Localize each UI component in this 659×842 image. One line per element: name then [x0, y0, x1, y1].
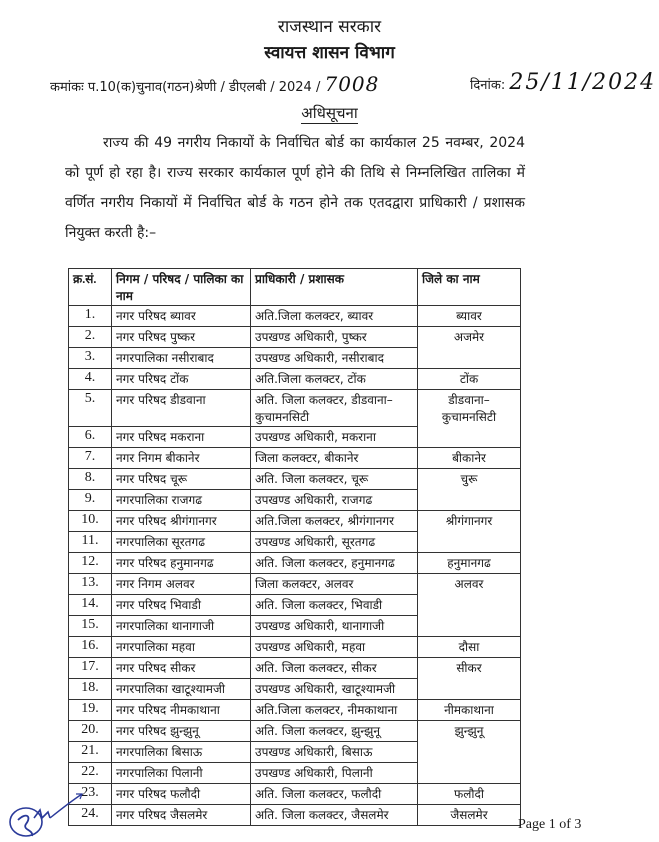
body-name: नगर निगम अलवर — [112, 574, 251, 595]
header-serial: क्र.सं. — [69, 269, 112, 306]
table-row — [69, 553, 521, 574]
authority: अति. जिला कलक्टर, हनुमानगढ — [251, 553, 418, 574]
serial-number: 13. — [69, 574, 112, 595]
authority: उपखण्ड अधिकारी, बिसाऊ — [251, 742, 418, 763]
authority: अति. जिला कलक्टर, डीडवाना–कुचामनसिटी — [251, 390, 418, 427]
date-value: 25/11/2024 — [509, 70, 657, 95]
serial-number: 22. — [69, 763, 112, 784]
table-row — [69, 469, 521, 490]
serial-number: 20. — [69, 721, 112, 742]
table-row — [69, 658, 521, 679]
table-row — [69, 721, 521, 742]
body-name: नगर परिषद डीडवाना — [112, 390, 251, 427]
table-row — [69, 448, 521, 469]
paragraph-text: राज्य की 49 नगरीय निकायों के निर्वाचित बोर्ड का कार्यकाल 25 नवम्बर, 2024 को पूर्ण हो रहा है। राज्य सरकार कार्यकाल पूर्ण होने की तिथि से निम्नलिखित तालिका में वर्णित नगरीय निकायों में निर्वाचित बोर्ड के गठन होने तक एतदद्वारा प्राधिकारी / प्रशासक नियुक्त करती है:– — [65, 135, 525, 241]
body-name: नगर परिषद हनुमानगढ — [112, 553, 251, 574]
authority: अति. जिला कलक्टर, जैसलमेर — [251, 805, 418, 826]
header-district: जिले का नाम — [418, 269, 521, 306]
serial-number: 15. — [69, 616, 112, 637]
district-name: नीमकाथाना — [418, 700, 521, 721]
header-authority: प्राधिकारी / प्रशासक — [251, 269, 418, 306]
table-row — [69, 511, 521, 532]
authority: उपखण्ड अधिकारी, मकराना — [251, 427, 418, 448]
authority: उपखण्ड अधिकारी, पिलानी — [251, 763, 418, 784]
body-name: नगर परिषद ब्यावर — [112, 306, 251, 327]
serial-number: 19. — [69, 700, 112, 721]
body-name: नगरपालिका पिलानी — [112, 763, 251, 784]
page-number: Page 1 of 3 — [518, 817, 582, 832]
serial-number: 18. — [69, 679, 112, 700]
notification-title: अधिसूचना — [301, 104, 358, 122]
table-row — [69, 805, 521, 826]
district-name: चुरू — [418, 469, 521, 511]
serial-number: 6. — [69, 427, 112, 448]
date-label: दिनांक: — [470, 78, 506, 93]
district-name: अलवर — [418, 574, 521, 637]
serial-number: 2. — [69, 327, 112, 348]
table-row — [69, 574, 521, 595]
authority: उपखण्ड अधिकारी, नसीराबाद — [251, 348, 418, 369]
district-name: सीकर — [418, 658, 521, 700]
authority: उपखण्ड अधिकारी, महवा — [251, 637, 418, 658]
authority: उपखण्ड अधिकारी, थानागाजी — [251, 616, 418, 637]
authority: अति.जिला कलक्टर, टोंक — [251, 369, 418, 390]
body-name: नगरपालिका सूरतगढ — [112, 532, 251, 553]
district-name: दौसा — [418, 637, 521, 658]
body-name: नगर परिषद चूरू — [112, 469, 251, 490]
body-name: नगर परिषद नीमकाथाना — [112, 700, 251, 721]
table-row — [69, 369, 521, 390]
body-name: नगर परिषद भिवाडी — [112, 595, 251, 616]
authority: उपखण्ड अधिकारी, राजगढ — [251, 490, 418, 511]
body-name: नगर परिषद झुन्झुनू — [112, 721, 251, 742]
signature — [4, 790, 84, 840]
table-row — [69, 700, 521, 721]
body-name: नगरपालिका नसीराबाद — [112, 348, 251, 369]
district-name: बीकानेर — [418, 448, 521, 469]
body-name: नगरपालिका महवा — [112, 637, 251, 658]
serial-number: 21. — [69, 742, 112, 763]
header-body-name: निगम / परिषद / पालिका का नाम — [112, 269, 251, 306]
serial-number: 12. — [69, 553, 112, 574]
serial-number: 9. — [69, 490, 112, 511]
body-name: नगरपालिका बिसाऊ — [112, 742, 251, 763]
district-name: हनुमानगढ — [418, 553, 521, 574]
table-body — [69, 306, 521, 826]
district-name: श्रीगंगानगर — [418, 511, 521, 553]
body-name: नगरपालिका राजगढ — [112, 490, 251, 511]
district-name: जैसलमेर — [418, 805, 521, 826]
authority: अति. जिला कलक्टर, भिवाडी — [251, 595, 418, 616]
reference-label: कमांकः प.10(क)चुनाव(गठन)श्रेणी / डीएलबी / 2024 / — [50, 80, 321, 95]
table-row — [69, 306, 521, 327]
table-row — [69, 327, 521, 348]
district-name: ब्यावर — [418, 306, 521, 327]
serial-number: 7. — [69, 448, 112, 469]
serial-number: 5. — [69, 390, 112, 427]
authority: उपखण्ड अधिकारी, पुष्कर — [251, 327, 418, 348]
serial-number: 16. — [69, 637, 112, 658]
authority: अति.जिला कलक्टर, ब्यावर — [251, 306, 418, 327]
serial-number: 11. — [69, 532, 112, 553]
table-row — [69, 784, 521, 805]
authority: जिला कलक्टर, अलवर — [251, 574, 418, 595]
authority: अति. जिला कलक्टर, झुन्झुनू — [251, 721, 418, 742]
serial-number: 23. — [69, 784, 112, 805]
notification-paragraph — [65, 128, 525, 248]
district-name: टोंक — [418, 369, 521, 390]
body-name: नगर परिषद श्रीगंगानगर — [112, 511, 251, 532]
body-name: नगर परिषद पुष्कर — [112, 327, 251, 348]
body-name: नगरपालिका थानागाजी — [112, 616, 251, 637]
date-line — [470, 70, 656, 95]
authority: अति.जिला कलक्टर, श्रीगंगानगर — [251, 511, 418, 532]
serial-number: 24. — [69, 805, 112, 826]
authority: उपखण्ड अधिकारी, सूरतगढ — [251, 532, 418, 553]
serial-number: 3. — [69, 348, 112, 369]
district-name: फलौदी — [418, 784, 521, 805]
district-name: डीडवाना–कुचामनसिटी — [418, 390, 521, 448]
department-title: स्वायत्त शासन विभाग — [264, 43, 395, 63]
table-row — [69, 390, 521, 427]
reference-number: 7008 — [324, 72, 380, 96]
authority: अति. जिला कलक्टर, सीकर — [251, 658, 418, 679]
government-title: राजस्थान सरकार — [277, 17, 382, 37]
body-name: नगरपालिका खाटूश्यामजी — [112, 679, 251, 700]
serial-number: 4. — [69, 369, 112, 390]
body-name: नगर परिषद जैसलमेर — [112, 805, 251, 826]
appointments-table — [68, 268, 521, 826]
authority: उपखण्ड अधिकारी, खाटूश्यामजी — [251, 679, 418, 700]
authority: जिला कलक्टर, बीकानेर — [251, 448, 418, 469]
serial-number: 17. — [69, 658, 112, 679]
authority: अति. जिला कलक्टर, फलौदी — [251, 784, 418, 805]
authority: अति. जिला कलक्टर, चूरू — [251, 469, 418, 490]
serial-number: 10. — [69, 511, 112, 532]
district-name: अजमेर — [418, 327, 521, 369]
serial-number: 14. — [69, 595, 112, 616]
body-name: नगर परिषद मकराना — [112, 427, 251, 448]
reference-line — [50, 72, 379, 96]
serial-number: 1. — [69, 306, 112, 327]
body-name: नगर परिषद फलौदी — [112, 784, 251, 805]
body-name: नगर परिषद सीकर — [112, 658, 251, 679]
body-name: नगर परिषद टोंक — [112, 369, 251, 390]
serial-number: 8. — [69, 469, 112, 490]
authority: अति.जिला कलक्टर, नीमकाथाना — [251, 700, 418, 721]
body-name: नगर निगम बीकानेर — [112, 448, 251, 469]
table-header-row — [69, 269, 521, 306]
table-row — [69, 637, 521, 658]
district-name: झुन्झुनू — [418, 721, 521, 784]
